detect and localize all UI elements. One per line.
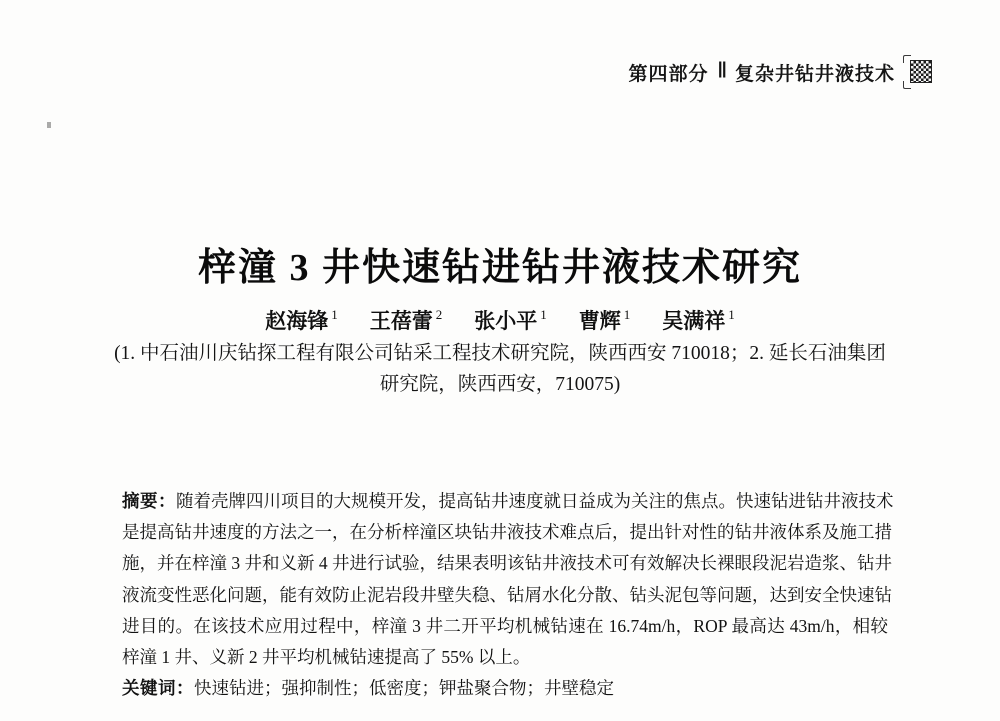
abstract-line: 进目的。在该技术应用过程中，梓潼 3 井二开平均机械钻速在 16.74m/h，ROP 最高达 43m/h，相较 [122,615,888,636]
abstract-label: 摘要： [122,491,176,511]
affiliation-line-1: (1. 中石油川庆钻探工程有限公司钻采工程技术研究院，陕西西安 710018；2. 延长石油集团 [114,343,886,364]
keywords-label: 关键词： [122,678,194,699]
section-label: 第四部分 [628,63,709,85]
qr-stamp-icon [902,57,932,87]
running-head [629,57,933,87]
author [370,305,443,335]
section-separator: ‖ [717,59,728,84]
author [474,305,547,335]
author-affil-ref: 1 [331,307,338,322]
stamp-pixel-square-icon [911,61,931,82]
stamp-corner-bottom-icon [903,81,911,89]
abstract-line: 梓潼 1 井、义新 2 井平均机械钻速提高了 55% 以上。 [122,647,531,668]
abstract-line: 液流变性恶化问题，能有效防止泥岩段井壁失稳、钻屑水化分散、钻头泥包等问题，达到安全快速钻 [122,584,892,605]
author-affil-ref: 1 [540,307,547,322]
abstract-line [122,486,894,517]
affiliation-line-2: 研究院，陕西西安，710075) [379,373,621,395]
author [662,305,735,335]
keywords-text: 快速钻进；强抑制性；低密度；钾盐聚合物；井壁稳定 [194,678,614,699]
abstract-text: 随着壳牌四川项目的大规模开发，提高钻井速度就日益成为关注的焦点。快速钻进钻井液技术 [176,491,894,511]
author-name: 王蓓蕾 [369,309,433,333]
abstract-line: 是提高钻井速度的方法之一，在分析梓潼区块钻井液技术难点后，提出针对性的钻井液体系及施工措 [122,522,892,543]
author [265,305,338,335]
author-affil-ref: 2 [435,307,443,322]
section-title: 复杂井钻井液技术 [734,63,895,85]
abstract-block [122,486,894,704]
author-name: 赵海锋 [265,309,329,333]
author-name: 张小平 [474,309,538,333]
scan-speck [47,122,51,128]
paper-title: 梓潼 3 井快速钻进钻井液技术研究 [197,247,802,289]
affiliations [0,339,1000,400]
abstract-line: 施，并在梓潼 3 井和义新 4 井进行试验，结果表明该钻井液技术可有效解决长裸眼段泥岩造浆、钻井 [122,553,892,574]
keywords-line [122,673,888,704]
authors-row [0,305,1000,335]
author-affil-ref: 1 [623,307,631,322]
author [579,305,631,335]
author-name: 吴满祥 [662,309,726,333]
author-name: 曹辉 [578,309,621,333]
author-affil-ref: 1 [728,307,735,322]
stamp-corner-top-icon [903,55,911,63]
